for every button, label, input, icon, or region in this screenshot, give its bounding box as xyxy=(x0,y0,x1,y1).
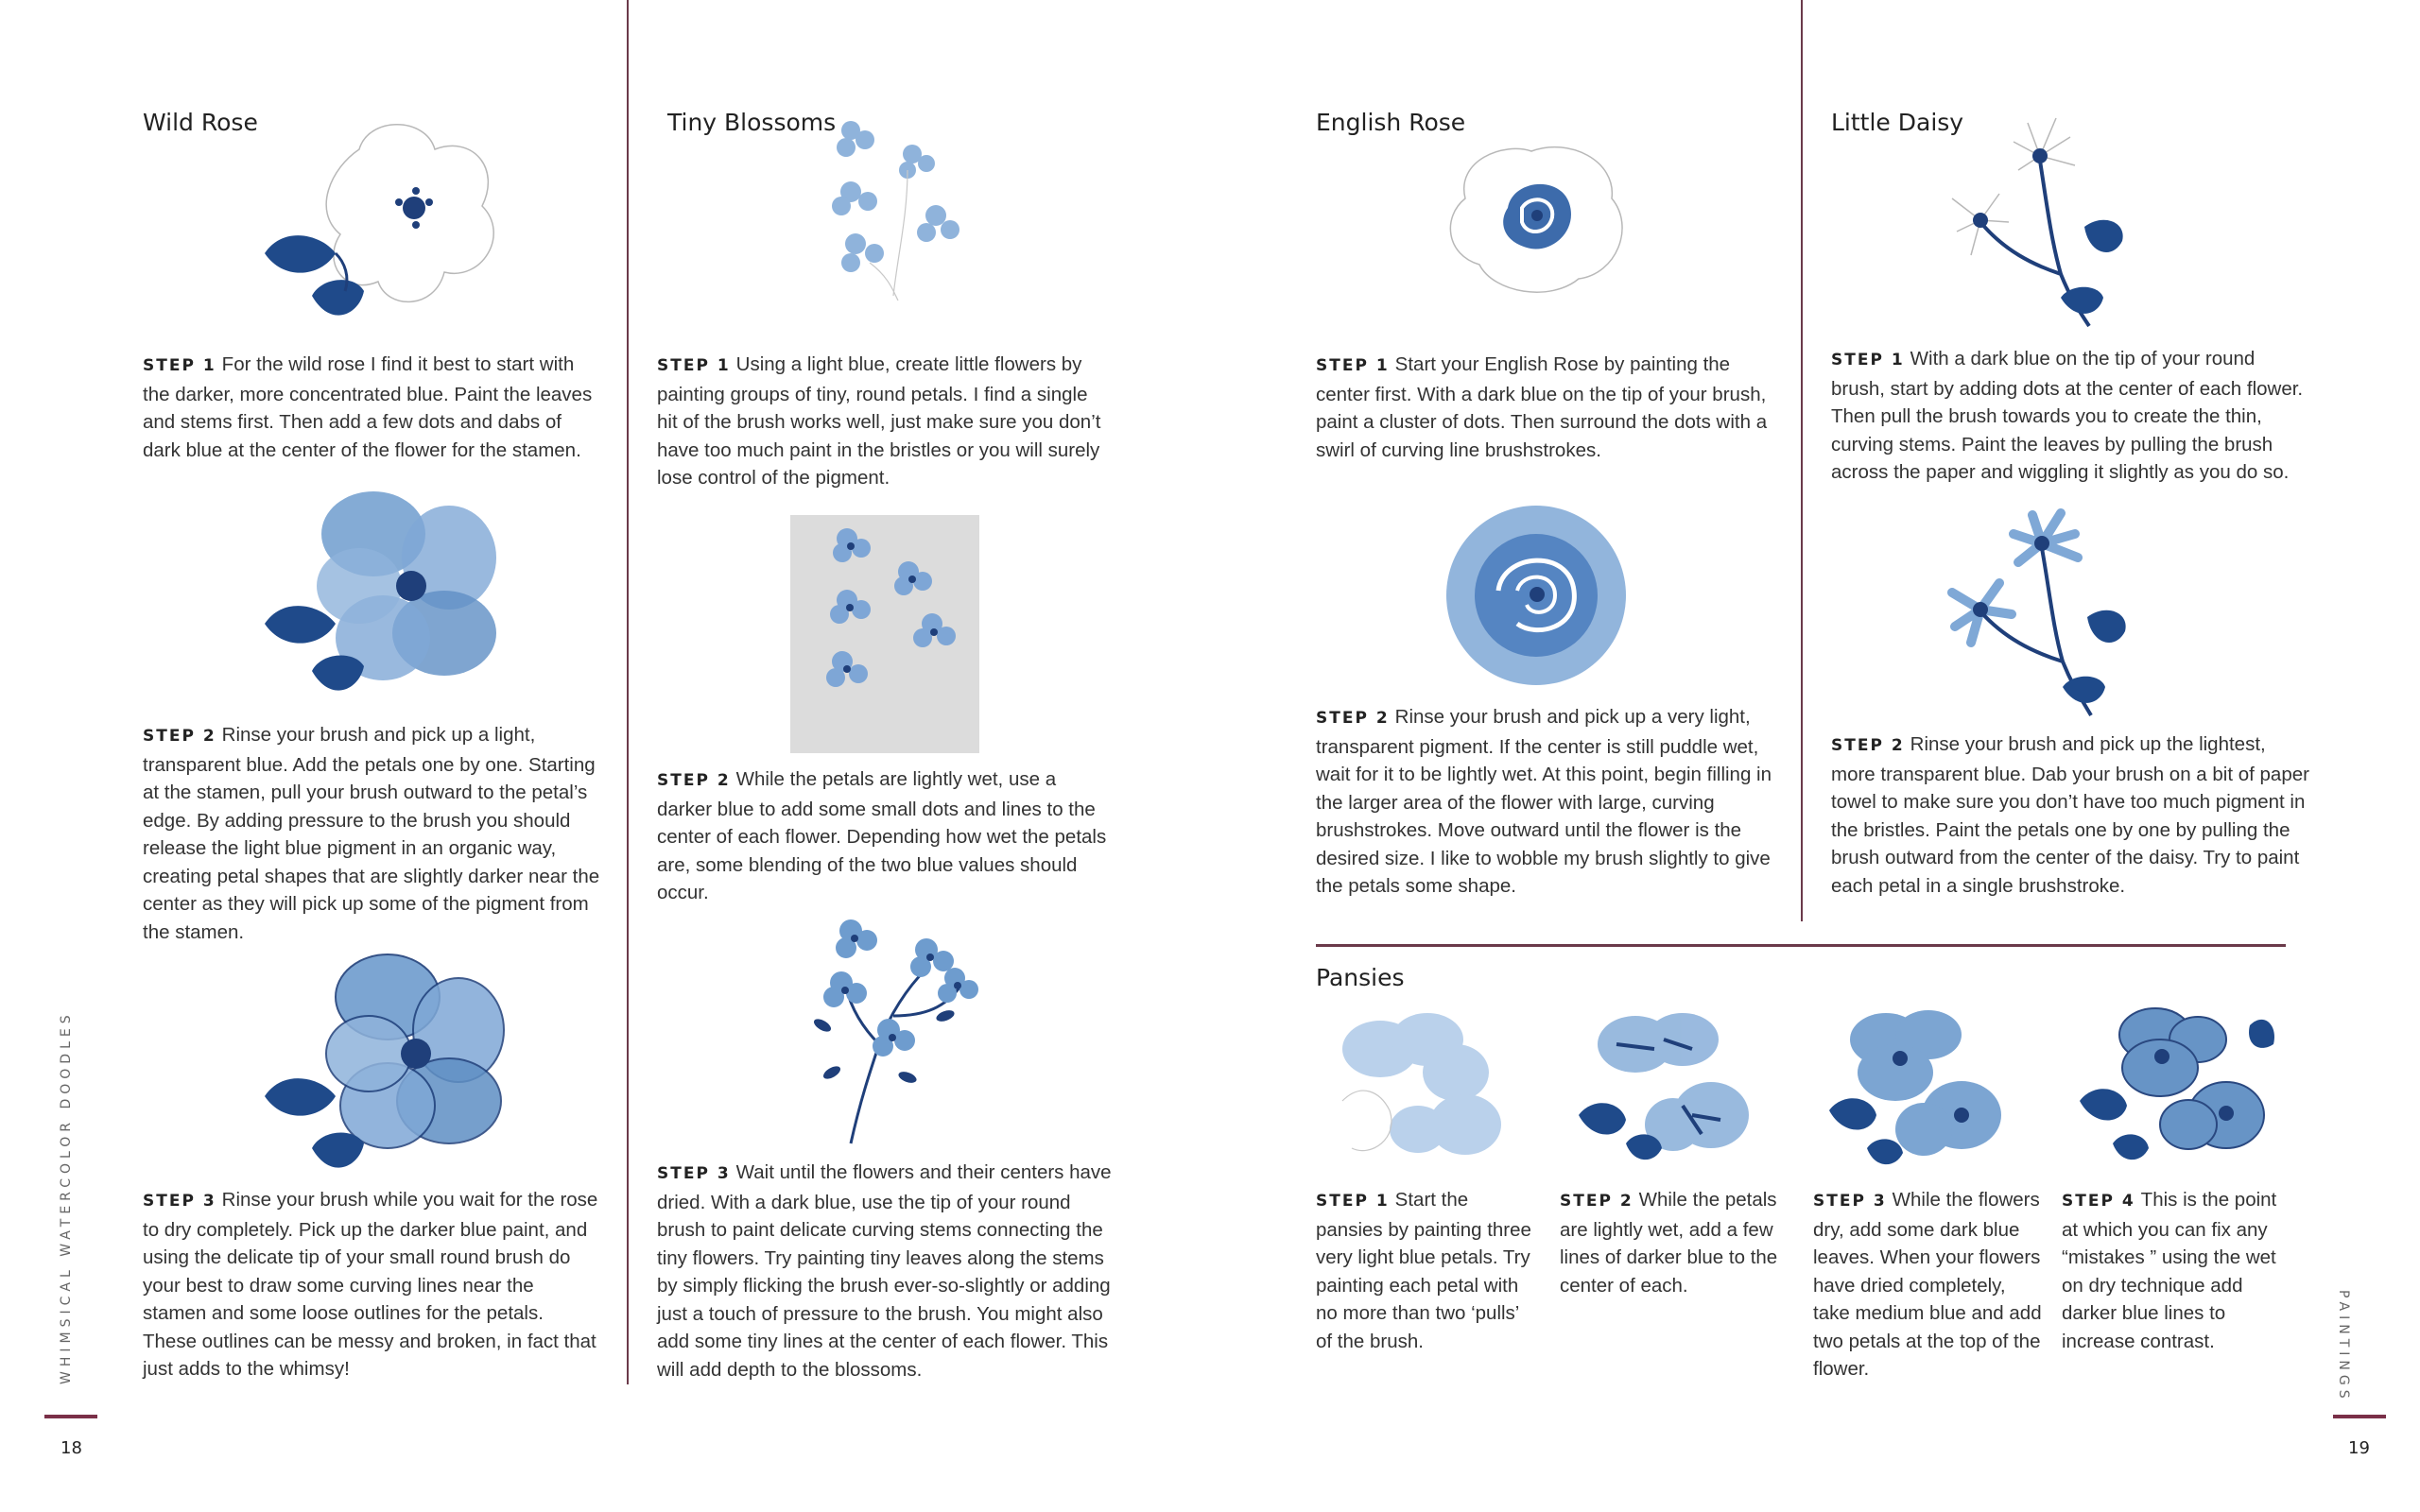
little-daisy-title: Little Daisy xyxy=(1831,109,1964,136)
wild-rose-step2-text xyxy=(143,721,611,946)
english-rose-step2-illustration xyxy=(1437,496,1635,695)
step-label: STEP 2 xyxy=(1560,1192,1634,1211)
step-label: STEP 1 xyxy=(1831,351,1905,369)
step-body: Rinse your brush while you wait for the rose to dry completely. Pick up the darker blue paint, and using the delicate tip of your small round brush do your best to draw some curving lines near the stamen and some loose outlines for the petals. These outlines can be messy and broken, in fact that just adds to the whimsy! xyxy=(143,1189,598,1380)
wild-rose-step3-illustration xyxy=(255,945,510,1186)
wild-rose-step3-text xyxy=(143,1186,601,1383)
step-body: For the wild rose I find it best to start with the darker, more concentrated blue. Paint the leaves and stems first. Then add a few dots and dabs of dark blue at the center of the flower for the stamen. xyxy=(143,353,593,461)
tiny-blossoms-step1-illustration xyxy=(813,112,983,301)
tiny-blossoms-step2-text xyxy=(657,765,1111,907)
wild-rose-step1-illustration xyxy=(255,112,510,348)
pansies-step2-illustration xyxy=(1569,1002,1782,1167)
step-body: Rinse your brush and pick up a very light, transparent pigment. If the center is still puddle wet, wait for it to be lightly wet. At this point, begin filling in the larger area of the flower with large, curving brushstrokes. Move outward until the flower is the desired size. I like to wobble my brush slightly to give the petals some shape. xyxy=(1316,706,1772,897)
step-label: STEP 2 xyxy=(1316,709,1390,728)
column-divider xyxy=(627,0,629,1384)
page-number-left: 18 xyxy=(60,1438,82,1458)
pansies-step4-illustration xyxy=(2075,1002,2283,1172)
step-body: While the petals are lightly wet, add a few lines of darker blue to the center of each. xyxy=(1560,1189,1778,1297)
running-head-right: PAINTINGS xyxy=(2336,1290,2351,1403)
little-daisy-step1-text xyxy=(1831,345,2313,487)
step-label: STEP 2 xyxy=(143,727,216,746)
pansies-step4-text xyxy=(2062,1186,2293,1355)
step-label: STEP 2 xyxy=(657,771,731,790)
tiny-blossoms-step3-illustration xyxy=(804,912,993,1148)
english-rose-step2-text xyxy=(1316,703,1784,901)
pansies-step3-text xyxy=(1813,1186,2045,1383)
step-label: STEP 1 xyxy=(1316,356,1390,375)
little-daisy-step1-illustration xyxy=(1938,109,2136,331)
little-daisy-step2-illustration xyxy=(1938,506,2136,723)
wild-rose-title: Wild Rose xyxy=(143,109,258,136)
step-body: With a dark blue on the tip of your round brush, start by adding dots at the center of each flower. Then pull the brush towards you to create the thin, curving stems. Paint the leaves by pulling the brush across the paper and wiggling it slightly as you do so. xyxy=(1831,348,2304,483)
page-number-right: 19 xyxy=(2348,1438,2370,1458)
page-marker-right xyxy=(2333,1415,2386,1418)
pansies-divider xyxy=(1316,944,2286,947)
tiny-blossoms-step2-photo xyxy=(790,515,979,753)
step-label: STEP 3 xyxy=(657,1164,731,1183)
step-body: While the petals are lightly wet, use a darker blue to add some small dots and lines to the center of each flower. Depending how wet the petals are, some blending of the two blue values should occur. xyxy=(657,768,1107,903)
english-rose-step1-illustration xyxy=(1437,142,1635,298)
step-body: Rinse your brush and pick up the lightest, more transparent blue. Dab your brush on a bit of paper towel to make sure you don’t have too much pigment in the bristles. Paint the petals one by one by pulling the brush outward from the center of the daisy. Try to paint each petal in a single brushstroke. xyxy=(1831,733,2309,897)
step-label: STEP 4 xyxy=(2062,1192,2135,1211)
step-label: STEP 3 xyxy=(1813,1192,1887,1211)
pansies-step3-illustration xyxy=(1820,1002,2032,1172)
column-divider xyxy=(1801,0,1803,921)
step-body: Wait until the flowers and their centers have dried. With a dark blue, use the tip of your round brush to paint delicate curving stems connecting the tiny flowers. Try painting tiny leaves along the stems by simply flicking the brush ever-so-slightly or adding just a touch of pressure to the brush. You might also add some tiny lines at the center of each flower. This will add depth to the blossoms. xyxy=(657,1161,1112,1381)
step-body: Start the pansies by painting three very light blue petals. Try painting each petal with no more than two ‘pulls’ of the brush. xyxy=(1316,1189,1531,1352)
page-marker-left xyxy=(44,1415,97,1418)
english-rose-title: English Rose xyxy=(1316,109,1466,136)
step-label: STEP 1 xyxy=(143,356,216,375)
step-body: Using a light blue, create little flowers by painting groups of tiny, round petals. I find a single hit of the brush works well, just make sure you don’t have too much paint in the bristles or you will surely lose control of the pigment. xyxy=(657,353,1101,489)
tiny-blossoms-step1-text xyxy=(657,351,1111,492)
step-label: STEP 3 xyxy=(143,1192,216,1211)
tiny-blossoms-title: Tiny Blossoms xyxy=(667,109,837,136)
running-head-left: WHIMSICAL WATERCOLOR DOODLES xyxy=(59,1010,74,1384)
step-label: STEP 1 xyxy=(657,356,731,375)
step-label: STEP 2 xyxy=(1831,736,1905,755)
wild-rose-step2-illustration xyxy=(255,482,510,718)
english-rose-step1-text xyxy=(1316,351,1784,464)
wild-rose-step1-text xyxy=(143,351,601,464)
pansies-step1-text xyxy=(1316,1186,1538,1355)
step-body: While the flowers dry, add some dark blue leaves. When your flowers have dried completely, take medium blue and add two petals at the top of the flower. xyxy=(1813,1189,2042,1380)
tiny-blossoms-step2-illustration xyxy=(790,515,979,753)
step-body: Rinse your brush and pick up a light, transparent blue. Add the petals one by one. Starting at the stamen, pull your brush outward to the petal’s edge. By adding pressure to the brush you should release the light blue pigment in an organic way, creating petal shapes that are slightly darker near the center as they will pick up some of the pigment from the stamen. xyxy=(143,724,600,943)
step-label: STEP 1 xyxy=(1316,1192,1390,1211)
step-body: This is the point at which you can fix any “mistakes ” using the wet on dry technique add darker blue lines to increase contrast. xyxy=(2062,1189,2277,1352)
pansies-title: Pansies xyxy=(1316,964,1405,991)
pansies-step2-text xyxy=(1560,1186,1801,1299)
step-body: Start your English Rose by painting the center first. With a dark blue on the tip of your brush, paint a cluster of dots. Then surround the dots with a swirl of curving line brushstrokes. xyxy=(1316,353,1768,461)
pansies-step1-illustration xyxy=(1323,997,1531,1167)
little-daisy-step2-text xyxy=(1831,730,2313,900)
tiny-blossoms-step3-text xyxy=(657,1159,1120,1383)
